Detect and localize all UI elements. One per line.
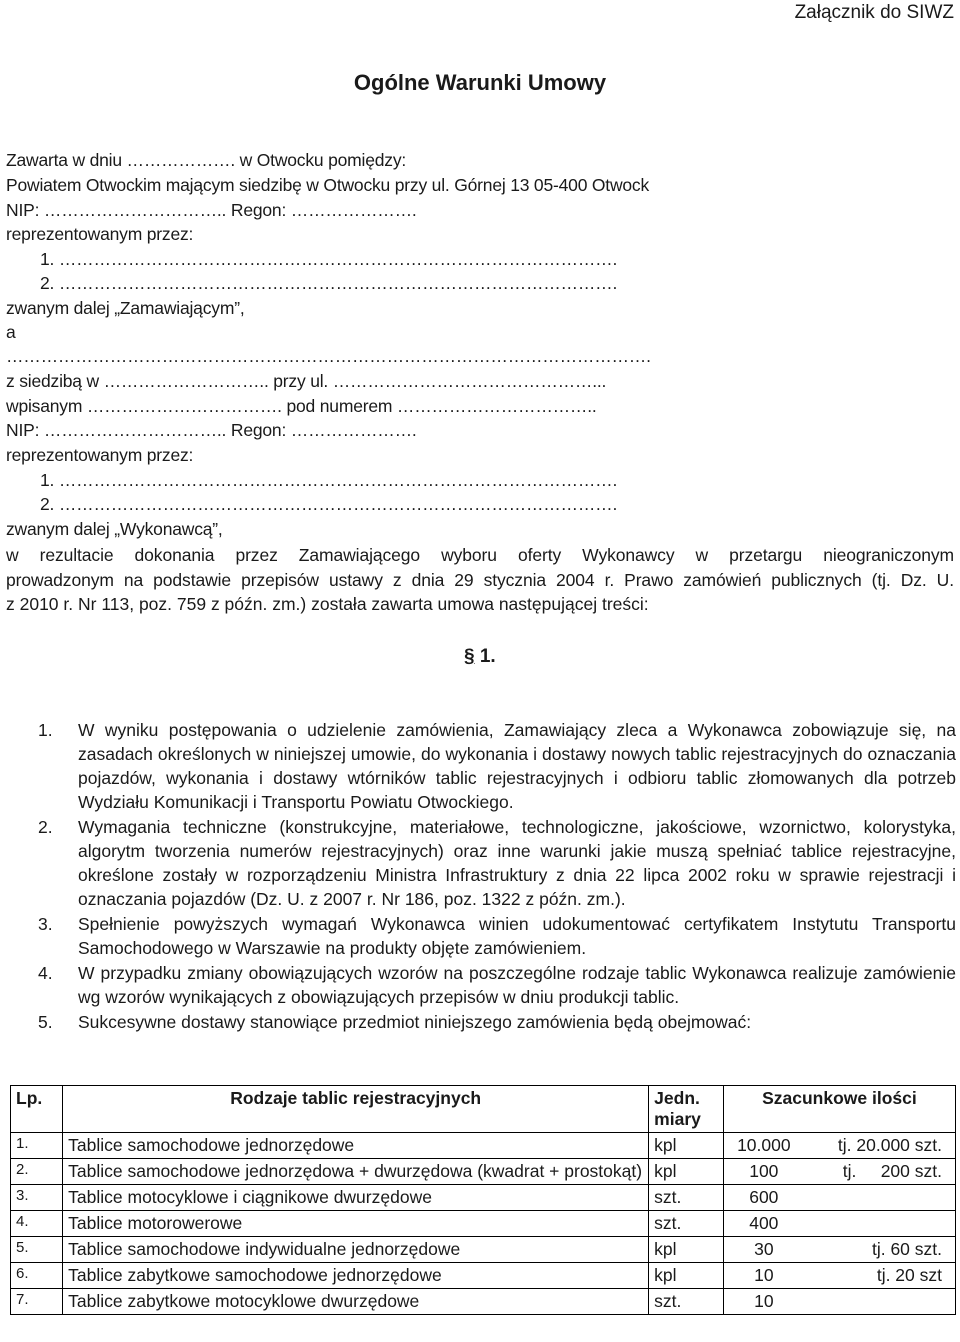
- cell-qty-count: 10: [754, 1291, 774, 1311]
- clause-number: 1.: [38, 720, 53, 740]
- clause-text: W wyniku postępowania o udzielenie zamówienia, Zamawiający zleca a Wykonawca zobowiązuje się, na zasadach określonych w niniejszej umowie, do wykonania i dostawy nowych tablic rejestracyjnych do oznaczania pojazdów, wykonania i dostawy wtórników tablic rejestracyjnych i odbioru tablic złomowanych dla potrzeb Wydziału Komunikacji i Transportu Powiatu Otwockiego.: [78, 720, 956, 812]
- clause-text: Spełnienie powyższych wymagań Wykonawca winien udokumentować certyfikatem Instytutu Transportu Samochodowego w Warszawie na produkty objęte zamówieniem.: [78, 914, 956, 958]
- cell-unit: szt.: [649, 1185, 724, 1211]
- intro-rep-1: 1. …………………………………………………………………………………….: [40, 249, 618, 269]
- intro-para-line-3: z 2010 r. Nr 113, poz. 759 z późn. zm.) została zawarta umowa następującej treści:: [6, 594, 649, 614]
- cell-qty-count: 10.000: [737, 1135, 791, 1155]
- cell-unit: kpl: [649, 1263, 724, 1289]
- clause-number: 3.: [38, 914, 53, 934]
- table-row: [11, 1159, 956, 1185]
- clause-text: Sukcesywne dostawy stanowiące przedmiot niniejszego zamówienia będą obejmować:: [78, 1012, 752, 1032]
- section-symbol: §: [464, 646, 475, 667]
- cell-unit: szt.: [649, 1289, 724, 1315]
- cell-qty: [723, 1133, 955, 1159]
- cell-qty-count: 600: [749, 1187, 779, 1207]
- section-number: 1.: [479, 646, 496, 667]
- intro-para-line-2: prowadzonym na podstawie przepisów ustawy z dnia 29 stycznia 2004 r. Prawo zamówień publicznych (tj. Dz. U.: [6, 570, 954, 590]
- intro-rep-2b: 2. …………………………………………………………………………………….: [40, 494, 618, 514]
- table-row: [11, 1237, 956, 1263]
- cell-qty: [723, 1159, 955, 1185]
- cell-qty-count: 100: [749, 1161, 779, 1181]
- intro-rep-2: 2. …………………………………………………………………………………….: [40, 273, 618, 293]
- cell-unit: szt.: [649, 1211, 724, 1237]
- clause-text: W przypadku zmiany obowiązujących wzorów na poszczególne rodzaje tablic Wykonawca realizuje zamówienie wg wzorów wynikających z obowiązujących przepisów w dniu produkcji tablic.: [78, 963, 956, 1007]
- cell-lp: 6.: [11, 1263, 63, 1289]
- clause-item: [38, 912, 956, 960]
- cell-lp: 5.: [11, 1237, 63, 1263]
- col-qty: Szacunkowe ilości: [723, 1086, 955, 1133]
- cell-qty-pieces: tj. 60 szt.: [871, 1239, 942, 1259]
- cell-name: Tablice samochodowe jednorzędowa + dwurzędowa (kwadrat + prostokąt): [63, 1159, 649, 1185]
- cell-qty-pieces: [799, 1291, 950, 1312]
- cell-qty: [723, 1263, 955, 1289]
- section-heading: [464, 646, 496, 668]
- cell-lp: 1.: [11, 1133, 63, 1159]
- cell-name: Tablice samochodowe jednorzędowe: [63, 1133, 649, 1159]
- cell-qty: [723, 1237, 955, 1263]
- intro-represented-line: reprezentowanym przez:: [6, 224, 194, 244]
- clause-item: [38, 718, 956, 814]
- cell-unit: kpl: [649, 1159, 724, 1185]
- cell-qty: [723, 1289, 955, 1315]
- plates-table: [10, 1085, 956, 1315]
- cell-qty: [723, 1211, 955, 1237]
- intro-rep-1b: 1. …………………………………………………………………………………….: [40, 470, 618, 490]
- intro-ordering-party: zwanym dalej „Zamawiającym”,: [6, 298, 245, 318]
- document-title: Ogólne Warunki Umowy: [353, 70, 607, 95]
- clauses-list: [38, 718, 956, 1034]
- intro-nip-line-2: NIP: ………………………….. Regon: ………………….: [6, 420, 417, 440]
- table-row: [11, 1211, 956, 1237]
- cell-unit: kpl: [649, 1133, 724, 1159]
- cell-lp: 3.: [11, 1185, 63, 1211]
- intro-registered-line: wpisanym ……………………………. pod numerem ……………………………..: [6, 396, 597, 416]
- cell-name: Tablice motorowerowe: [63, 1211, 649, 1237]
- cell-qty-pieces: [799, 1187, 950, 1208]
- intro-and: a: [6, 322, 16, 342]
- col-lp: Lp.: [11, 1086, 63, 1133]
- table-row: [11, 1289, 956, 1315]
- intro-contractor-name: ………………………………………………………………………………………………….: [6, 346, 651, 366]
- intro-contractor: zwanym dalej „Wykonawcą”,: [6, 519, 223, 539]
- col-unit: Jedn. miary: [649, 1086, 724, 1133]
- table-row: [11, 1133, 956, 1159]
- cell-lp: 4.: [11, 1211, 63, 1237]
- cell-name: Tablice samochodowe indywidualne jednorzędowe: [63, 1237, 649, 1263]
- intro-county-line: Powiatem Otwockim mającym siedzibę w Otwocku przy ul. Górnej 13 05-400 Otwock: [6, 175, 650, 195]
- cell-qty-pieces: [799, 1213, 950, 1234]
- cell-qty-pieces: tj. 20.000 szt.: [837, 1135, 942, 1155]
- cell-qty-pieces: tj. 200 szt.: [842, 1161, 942, 1181]
- cell-lp: 7.: [11, 1289, 63, 1315]
- clause-text: Wymagania techniczne (konstrukcyjne, materiałowe, technologiczne, jakościowe, wzornictwo, kolorystyka, algorytm tworzenia numerów rejestracyjnych) oraz inne warunki jakie muszą spełniać tablice rejestracyjne, określone zostały w rozporządzeniu Ministra Infrastruktury z dnia 22 lipca 2002 roku w sprawie rejestracji i oznaczania pojazdów (Dz. U. z 2007 r. Nr 186, poz. 1322 z późn. zm.).: [78, 817, 956, 909]
- cell-lp: 2.: [11, 1159, 63, 1185]
- col-name: Rodzaje tablic rejestracyjnych: [63, 1086, 649, 1133]
- cell-name: Tablice motocyklowe i ciągnikowe dwurzędowe: [63, 1185, 649, 1211]
- cell-name: Tablice zabytkowe samochodowe jednorzędowe: [63, 1263, 649, 1289]
- cell-qty-pieces: tj. 20 szt: [876, 1265, 942, 1285]
- intro-para-line-1: w rezultacie dokonania przez Zamawiającego wyboru oferty Wykonawcy w przetargu nieograniczonym: [6, 545, 954, 565]
- intro-represented-line-2: reprezentowanym przez:: [6, 445, 194, 465]
- intro-nip-line: NIP: ………………………….. Regon: ………………….: [6, 200, 417, 220]
- clause-number: 4.: [38, 963, 53, 983]
- cell-qty-count: 400: [749, 1213, 779, 1233]
- clause-number: 2.: [38, 817, 53, 837]
- cell-unit: kpl: [649, 1237, 724, 1263]
- clause-item: [38, 1010, 956, 1034]
- intro-seat-line: z siedzibą w ……………………….. przy ul. ………………………………………...: [6, 371, 607, 391]
- clause-number: 5.: [38, 1012, 53, 1032]
- table-row: [11, 1185, 956, 1211]
- cell-qty-count: 10: [754, 1265, 774, 1285]
- table-header-row: [11, 1086, 956, 1133]
- table-row: [11, 1263, 956, 1289]
- cell-qty: [723, 1185, 955, 1211]
- intro-date-line: Zawarta w dniu ………………. w Otwocku pomiędzy:: [6, 150, 407, 170]
- attachment-label: Załącznik do SIWZ: [794, 2, 954, 23]
- clause-item: [38, 961, 956, 1009]
- cell-name: Tablice zabytkowe motocyklowe dwurzędowe: [63, 1289, 649, 1315]
- cell-qty-count: 30: [754, 1239, 774, 1259]
- clause-item: [38, 815, 956, 911]
